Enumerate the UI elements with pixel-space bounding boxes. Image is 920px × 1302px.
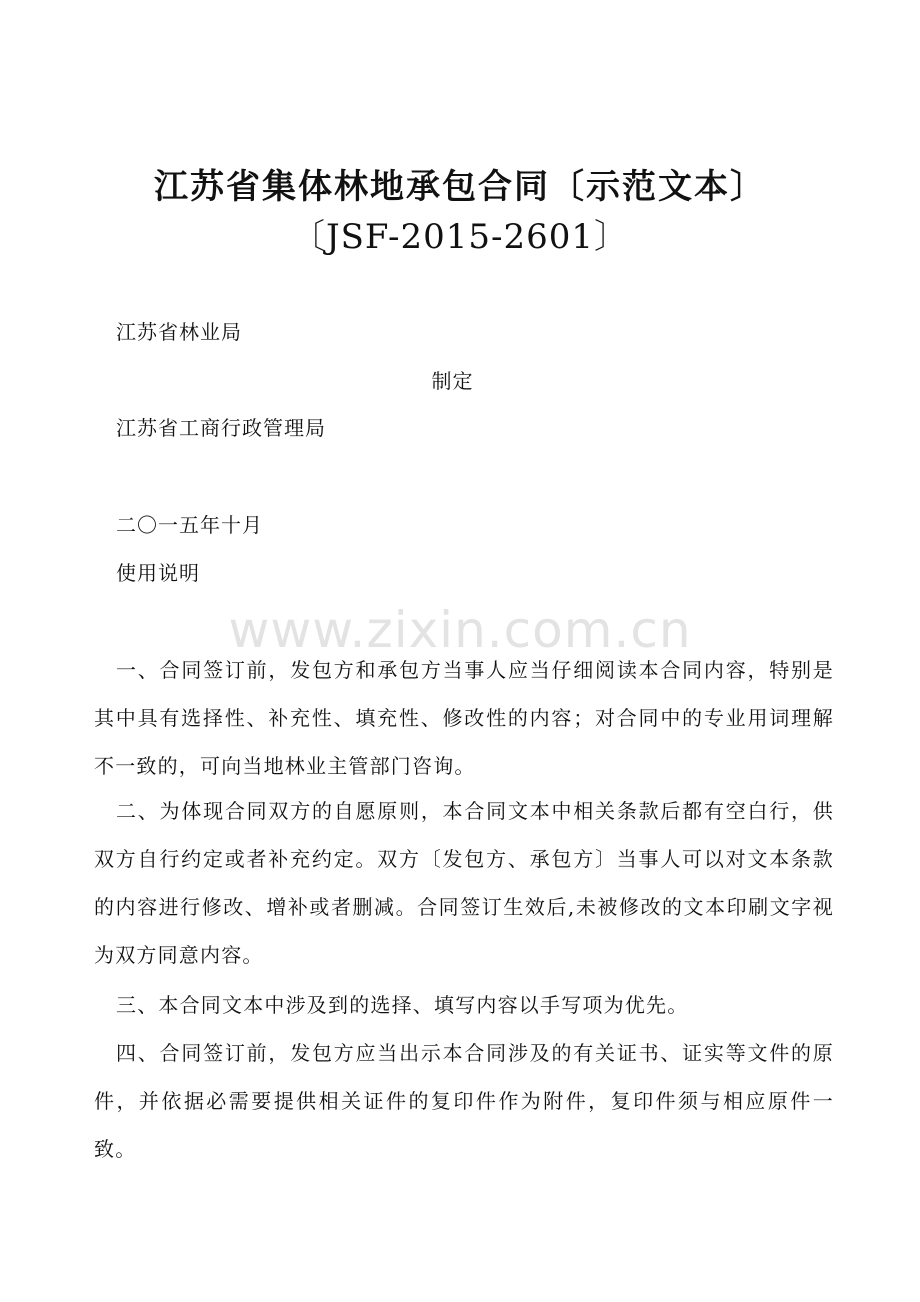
issue-date: 二〇一五年十月	[116, 513, 263, 537]
document-title: 江苏省集体林地承包合同〔示范文本〕	[154, 167, 766, 207]
issuer-forestry-bureau: 江苏省林业局	[116, 320, 242, 344]
usage-paragraph-2: 二、为体现合同双方的自愿原则，本合同文本中相关条款后都有空白行，供双方自行约定或者补充约定。双方〔发包方、承包方〕当事人可以对文本条款的内容进行修改、增补或者删减。合同签订生效后,未被修改的文本印刷文字视为双方同意内容。	[94, 799, 834, 967]
watermark: www.zixin.com.cn	[228, 601, 692, 659]
usage-paragraph-1: 一、合同签订前，发包方和承包方当事人应当仔细阅读本合同内容，特别是其中具有选择性、补充性、填充性、修改性的内容；对合同中的专业用词理解不一致的，可向当地林业主管部门咨询。	[94, 658, 834, 778]
usage-paragraph-3: 三、本合同文本中涉及到的选择、填写内容以手写项为优先。	[116, 993, 689, 1017]
usage-paragraph-4: 四、合同签订前，发包方应当出示本合同涉及的有关证书、证实等文件的原件，并依据必需要提供相关证件的复印件作为附件，复印件须与相应原件一致。	[94, 1041, 834, 1161]
made-label: 制定	[431, 369, 474, 393]
document-code: 〔JSF-2015-2601〕	[290, 217, 630, 257]
issuer-industry-commerce-bureau: 江苏省工商行政管理局	[116, 416, 326, 440]
section-heading-usage: 使用说明	[116, 561, 200, 585]
